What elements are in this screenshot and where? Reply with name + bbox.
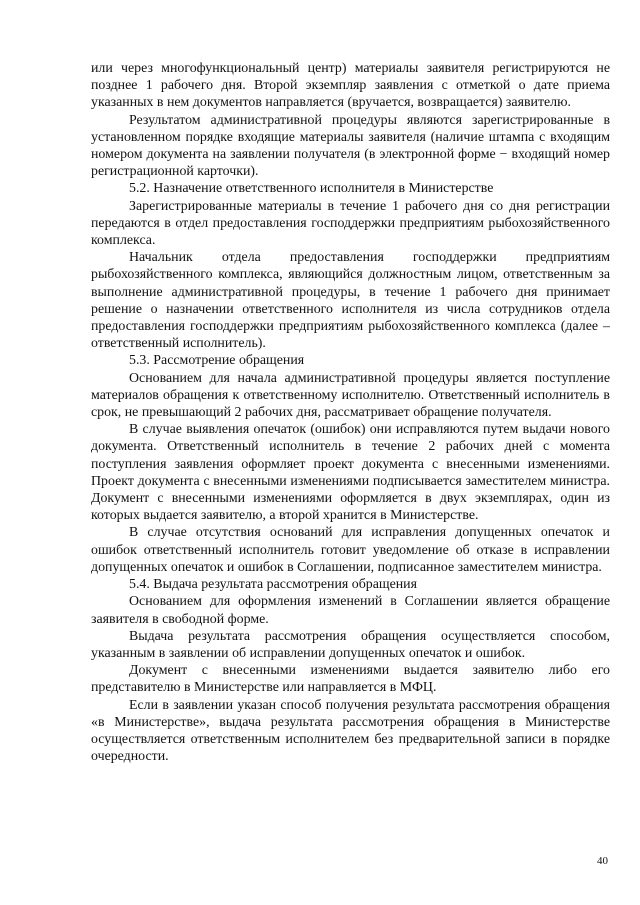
paragraph-error-correction: В случае выявления опечаток (ошибок) они исправляются путем выдачи нового документа. Ответственный исполнитель в течение 2 рабочих дней с момента поступления заявления оформляет проект документа с внесенными изменениями. Проект документа с внесенными изменениями подписывается заместителем министра. Документ с внесенными изменениями оформляется в двух экземплярах, один из которых выдается заявителю, а второй хранится в Министерстве.: [91, 422, 610, 524]
document-page: [91, 60, 610, 765]
section-heading-5-4: 5.4. Выдача результата рассмотрения обращения: [129, 577, 417, 593]
paragraph-result-method: Выдача результата рассмотрения обращения осуществляется способом, указанным в заявлении об исправлении допущенных опечаток и ошибок.: [91, 628, 610, 661]
paragraph-refusal-notice: В случае отсутствия оснований для исправления допущенных опечаток и ошибок ответственный исполнитель готовит уведомление об отказе в исправлении допущенных опечаток и ошибок в Соглашении, подписанное заместителем министра.: [91, 525, 610, 575]
section-heading-5-2: 5.2. Назначение ответственного исполнителя в Министерстве: [129, 181, 494, 197]
section-heading-5-3: 5.3. Рассмотрение обращения: [129, 353, 305, 369]
paragraph-changes-basis: Основанием для оформления изменений в Соглашении является обращение заявителя в свободной форме.: [91, 594, 610, 627]
paragraph-materials-transfer: Зарегистрированные материалы в течение 1 рабочего дня со дня регистрации передаются в отдел предоставления господдержки предприятиям рыбохозяйственного комплекса.: [91, 198, 610, 249]
paragraph-document-delivery: Документ с внесенными изменениями выдается заявителю либо его представителю в Министерстве или направляется в МФЦ.: [91, 663, 610, 696]
paragraph-ministry-delivery: Если в заявлении указан способ получения результата рассмотрения обращения «в Министерстве», выдача результата рассмотрения обращения в Министерстве осуществляется ответственным исполнителем без предварительной записи в порядке очередности.: [91, 697, 610, 765]
paragraph-registration-result: Результатом административной процедуры являются зарегистрированные в установленном порядке входящие материалы заявителя (наличие штампа с входящим номером документа на заявлении получателя (в электронной форме − входящий номер регистрационной карточки).: [91, 112, 610, 180]
paragraph-department-head: Начальник отдела предоставления господдержки предприятиям рыбохозяйственного комплекса, являющийся должностным лицом, ответственным за выполнение административной процедуры, в течение 1 рабочего дня принимает решение о назначении ответственного исполнителя из числа сотрудников отдела предоставления господдержки предприятиям рыбохозяйственного комплекса (далее – ответственный исполнитель).: [91, 250, 610, 352]
page-number: 40: [597, 855, 608, 867]
paragraph-registration-continued: или через многофункциональный центр) материалы заявителя регистрируются не позднее 1 рабочего дня. Второй экземпляр заявления с отметкой о дате приема указанных в нем документов направляется (вручается, возвращается) заявителю.: [91, 61, 610, 111]
paragraph-review-basis: Основанием для начала административной процедуры является поступление материалов обращения к ответственному исполнителю. Ответственный исполнитель в срок, не превышающий 2 рабочих дня, рассматривает обращение получателя.: [91, 370, 610, 421]
